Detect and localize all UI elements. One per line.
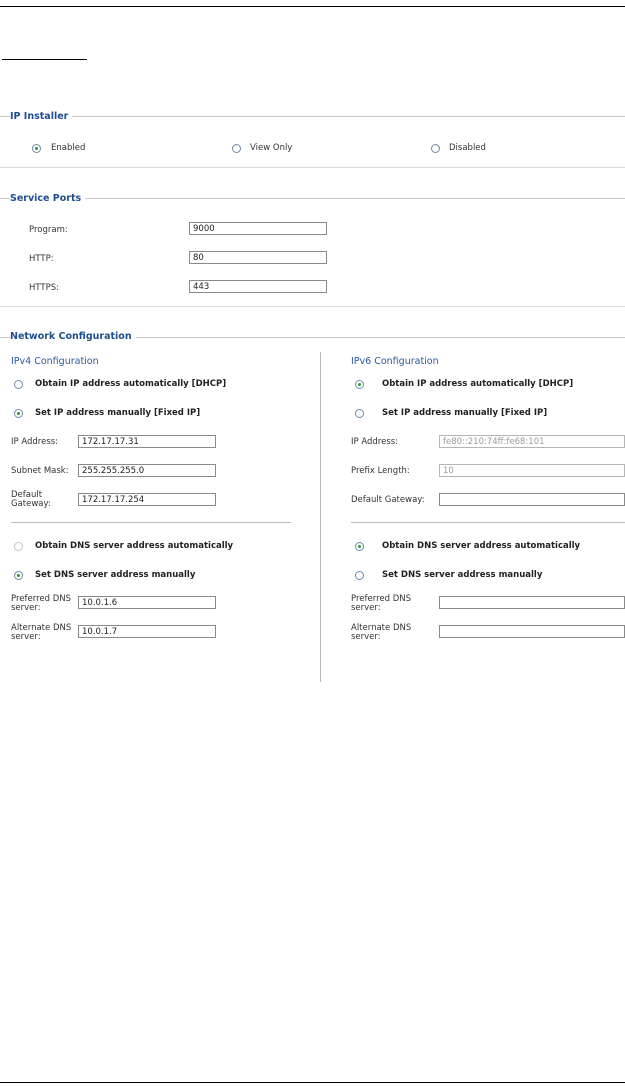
bottom-page-rule (0, 1082, 625, 1083)
program-label: Program: (29, 225, 68, 235)
ipv4-preferred-dns-label (11, 595, 71, 613)
ipv4-gateway-label-line1: Default (11, 490, 43, 500)
ipv6-dns-auto-radio[interactable] (355, 542, 364, 551)
ipv4-gateway-label-line2: Gateway: (11, 499, 51, 509)
ipv6-ip-address-label: IP Address: (351, 437, 399, 447)
ipv6-dhcp-label: Obtain IP address automatically [DHCP] (382, 379, 574, 389)
service-ports-title: Service Ports (10, 193, 85, 204)
ipv4-preferred-dns-input[interactable] (78, 596, 216, 609)
ipv6-alt-dns-label-line2: server: (351, 632, 381, 642)
ipv4-fixed-ip-label: Set IP address manually [Fixed IP] (35, 408, 201, 418)
ip-installer-disabled-label: Disabled (449, 143, 486, 153)
header-underline (2, 59, 87, 60)
ipv4-alternate-dns-label (11, 624, 71, 642)
ipv4-ip-address-input[interactable] (78, 435, 216, 448)
ipv6-prefix-length-input[interactable] (439, 464, 625, 477)
program-port-input[interactable] (189, 222, 327, 235)
ipv6-preferred-dns-input[interactable] (439, 596, 625, 609)
ipv4-dns-auto-label: Obtain DNS server address automatically (35, 541, 234, 551)
ipv4-subnet-mask-label: Subnet Mask: (11, 466, 69, 476)
http-port-input[interactable] (189, 251, 327, 264)
ipv6-prefix-length-label: Prefix Length: (351, 466, 410, 476)
ipv4-alt-dns-label-line1: Alternate DNS (11, 623, 72, 633)
ipv4-dns-manual-label: Set DNS server address manually (35, 570, 196, 580)
ipv6-dns-manual-label: Set DNS server address manually (382, 570, 543, 580)
ip-installer-enabled-label: Enabled (51, 143, 86, 153)
ipv6-dns-manual-radio[interactable] (355, 571, 364, 580)
ipv4-alt-dns-label-line2: server: (11, 632, 41, 642)
ipv4-dhcp-label: Obtain IP address automatically [DHCP] (35, 379, 227, 389)
ipv4-ip-address-label: IP Address: (11, 437, 59, 447)
ipv6-dns-auto-label: Obtain DNS server address automatically (382, 541, 581, 551)
ipv6-pref-dns-label-line2: server: (351, 603, 381, 613)
ip-installer-view-only-label: View Only (250, 143, 293, 153)
ipv6-default-gateway-label: Default Gateway: (351, 495, 425, 505)
ipv4-config-title: IPv4 Configuration (11, 356, 99, 367)
ipv6-alternate-dns-input[interactable] (439, 625, 625, 638)
ip-installer-disabled-radio[interactable] (431, 144, 440, 153)
ipv4-dns-manual-radio[interactable] (14, 571, 23, 580)
ipv6-pref-dns-label-line1: Preferred DNS (351, 594, 412, 604)
ipv4-default-gateway-label (11, 491, 51, 509)
ipv4-dns-auto-radio[interactable] (14, 542, 23, 551)
http-label: HTTP: (29, 254, 54, 264)
service-ports-bottom-rule (0, 306, 625, 307)
service-ports-rule (0, 198, 625, 199)
network-config-title: Network Configuration (10, 331, 136, 342)
ipv4-dhcp-radio[interactable] (14, 380, 23, 389)
ipv6-dhcp-radio[interactable] (355, 380, 364, 389)
ip-installer-enabled-radio[interactable] (32, 144, 41, 153)
ip-installer-bottom-rule (0, 167, 625, 168)
ipv6-fixed-ip-radio[interactable] (355, 409, 364, 418)
ipv6-dns-divider (351, 522, 625, 523)
ip-installer-rule (0, 116, 625, 117)
ipv6-alt-dns-label-line1: Alternate DNS (351, 623, 412, 633)
ip-installer-view-only-radio[interactable] (232, 144, 241, 153)
ipv6-fixed-ip-label: Set IP address manually [Fixed IP] (382, 408, 548, 418)
ipv4-fixed-ip-radio[interactable] (14, 409, 23, 418)
ipv6-alternate-dns-label (351, 624, 411, 642)
ipv4-subnet-mask-input[interactable] (78, 464, 216, 477)
ipv4-pref-dns-label-line2: server: (11, 603, 41, 613)
ipv6-config-title: IPv6 Configuration (351, 356, 439, 367)
https-label: HTTPS: (29, 283, 60, 293)
ipv4-alternate-dns-input[interactable] (78, 625, 216, 638)
ipv6-ip-address-input[interactable] (439, 435, 625, 448)
ipv4-dns-divider (11, 522, 291, 523)
ipv4-default-gateway-input[interactable] (78, 493, 216, 506)
ipv4-ipv6-divider (320, 352, 321, 682)
https-port-input[interactable] (189, 280, 327, 293)
ip-installer-title: IP Installer (10, 111, 72, 122)
top-page-rule (0, 6, 625, 7)
ipv6-default-gateway-input[interactable] (439, 493, 625, 506)
ipv4-pref-dns-label-line1: Preferred DNS (11, 594, 72, 604)
ipv6-preferred-dns-label (351, 595, 411, 613)
